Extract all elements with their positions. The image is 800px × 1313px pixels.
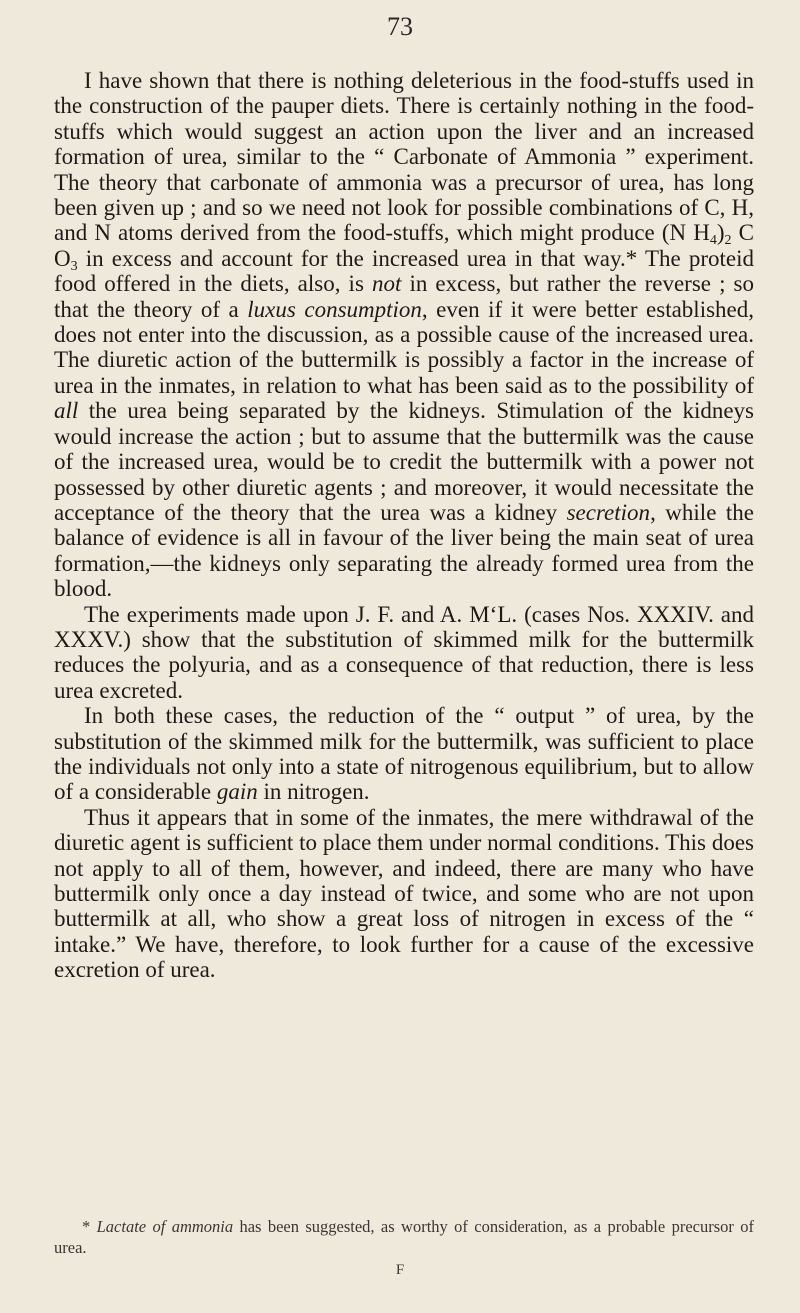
emphasis: not	[371, 271, 402, 297]
paragraph-2: The experiments made upon J. F. and A. M‘L. (cases Nos. XXXIV. and XXXV.) show that the substitution of skimmed milk for the buttermilk reduces the polyuria, and as a consequence of that reduction, there is less urea excreted.	[54, 601, 754, 703]
emphasis: all	[54, 398, 79, 424]
subscript: 3	[70, 258, 78, 274]
paragraph-1-text: in excess, but rather the reverse ; so that the theory of a	[54, 271, 754, 322]
page-number: 73	[387, 12, 413, 41]
paragraph-3-text: in nitrogen.	[257, 779, 370, 805]
paragraph-1-text: C O	[54, 220, 754, 271]
paragraph-1-text: , even if it were better established, does not enter into the discussion, as a possible cause of the increased urea. The diuretic action of the buttermilk is possibly a factor in the increase of urea in the inmates, in relation to what has been said as to the possibility of	[54, 296, 754, 398]
paragraph-4: Thus it appears that in some of the inmates, the mere withdrawal of the diuretic agent is sufficient to place them under normal conditions. This does not apply to all of them, however, and indeed, there are many who have buttermilk only once a day instead of twice, and some who are not upon buttermilk at all, who show a great loss of nitrogen in excess of the “ intake.” We have, therefore, to look further for a cause of the excessive excretion of urea.	[54, 804, 754, 983]
footnote-marker: *	[82, 1217, 97, 1236]
paragraph-1-text: I have shown that there is nothing deleterious in the food-stuffs used in the construction of the pauper diets. There is certainly nothing in the food-stuffs which would suggest an action upon the liver and an increased formation of urea, similar to the “ Carbonate of Ammonia ” experiment. The theory that carbonate of ammonia was a precursor of urea, has long been given up ; and so we need not look for possible combinations of C, H, and N atoms derived from the food-stuffs, which might produce (N H	[54, 68, 754, 246]
emphasis: secretion	[566, 499, 651, 525]
paragraph-3-text: In both these cases, the reduction of the “ output ” of urea, by the substitution of the skimmed milk for the buttermilk, was sufficient to place the individuals not only into a state of nitrogenous equilibrium, but to allow of a considerable	[54, 703, 754, 805]
footnote-text: has been suggested, as worthy of consideration, as a probable precursor of urea.	[54, 1217, 754, 1257]
paragraph-1-text: )	[716, 220, 725, 246]
subscript: 2	[724, 233, 732, 249]
paragraph-3	[54, 703, 754, 805]
emphasis: gain	[216, 779, 258, 805]
footnote-emphasis: Lactate of ammonia	[96, 1217, 234, 1236]
paragraph-1-text: the urea being separated by the kidneys. Stimulation of the kidneys would increase the action ; but to assume that the buttermilk was the cause of the increased urea, would be to credit the buttermilk with a power not possessed by other diuretic agents ; and moreover, it would necessitate the acceptance of the theory that the urea was a kidney	[54, 398, 754, 525]
signature-mark: F	[395, 1262, 405, 1278]
paragraph-1-text: , while the balance of evidence is all in favour of the liver being the main seat of urea formation,—the kidneys only separating the already formed urea from the blood.	[54, 499, 755, 602]
body-text	[54, 68, 754, 983]
emphasis: luxus consumption	[247, 296, 422, 322]
footnote	[54, 1216, 754, 1258]
subscript: 4	[709, 233, 717, 249]
paragraph-1	[54, 68, 754, 602]
paragraph-1-text: in excess and account for the increased urea in that way.* The proteid food offered in the diets, also, is	[54, 245, 754, 297]
